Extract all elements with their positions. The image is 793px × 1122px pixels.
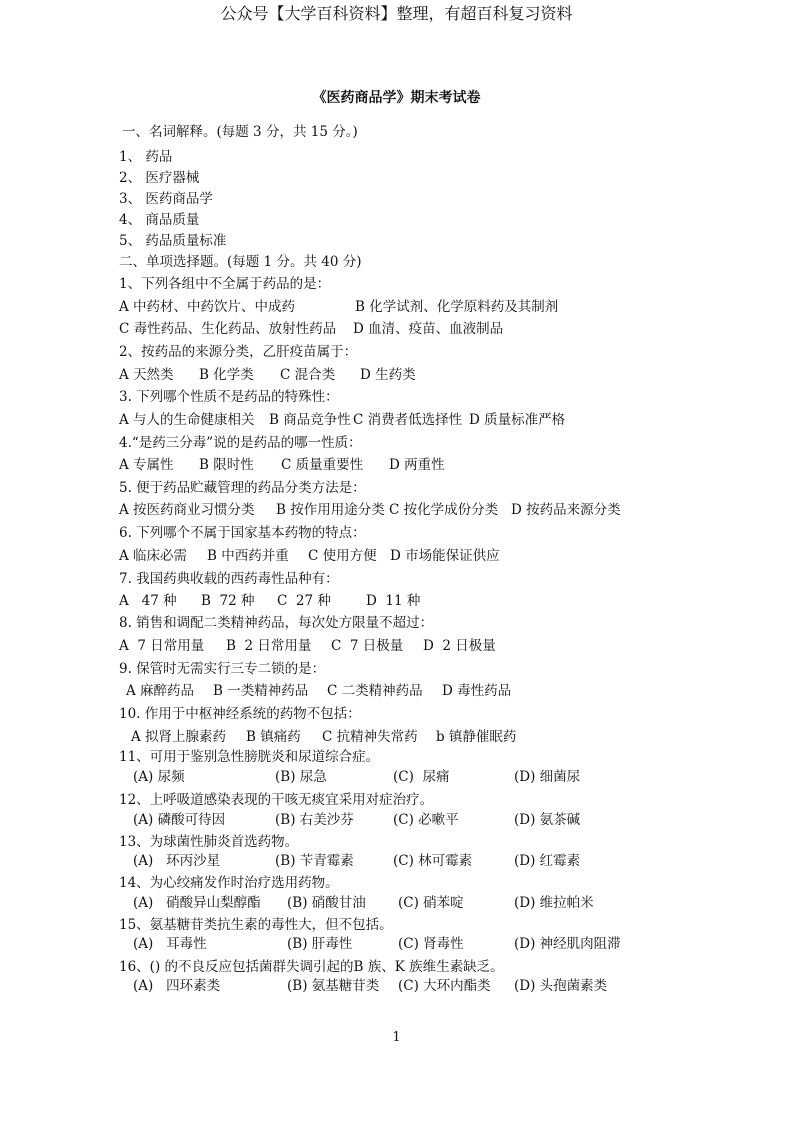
option-c: C 按化学成份分类 xyxy=(389,502,499,518)
question-text: 14、为心绞痛发作时治疗选用药物。 xyxy=(119,875,339,891)
option-c: (C) 硝苯啶 xyxy=(398,895,464,911)
question xyxy=(0,748,793,766)
option-b: (B) 肝毒性 xyxy=(287,936,353,952)
question-text: 15、氨基糖苷类抗生素的毒性大，但不包括。 xyxy=(119,917,393,933)
option-b: B 商品竞争性 xyxy=(269,412,351,428)
option-row xyxy=(0,320,793,338)
question-text: 16、() 的不良反应包括菌群失调引起的B 族、K 族维生素缺乏。 xyxy=(119,959,504,975)
option-c: C 使用方便 xyxy=(308,548,377,564)
option-b: B 2 日常用量 xyxy=(226,638,312,654)
question-text: 4.“是药三分毒”说的是药品的哪一性质： xyxy=(119,435,362,451)
option-d: (D) 维拉帕米 xyxy=(514,895,594,911)
question xyxy=(0,388,793,406)
option-d: D 市场能保证供应 xyxy=(390,548,500,564)
term-item xyxy=(0,190,793,208)
option-row xyxy=(0,728,793,746)
option-d: D 按药品来源分类 xyxy=(511,502,621,518)
option-c: C 消费者低选择性 xyxy=(353,412,463,428)
term-text: 5、 药品质量标准 xyxy=(119,233,227,249)
option-row xyxy=(0,852,793,870)
question-text: 12、上呼吸道感染表现的干咳无痰宜采用对症治疗。 xyxy=(119,792,434,808)
option-d: D 生药类 xyxy=(360,367,416,383)
question xyxy=(0,343,793,361)
term-text: 1、 药品 xyxy=(119,149,173,165)
term-item xyxy=(0,232,793,250)
section1-heading xyxy=(0,123,793,141)
option-c: C 质量重要性 xyxy=(281,457,364,473)
option-a: A 麻醉药品 xyxy=(126,683,195,699)
option-a: (A) 磷酸可待因 xyxy=(133,812,226,828)
option-d: (D) 红霉素 xyxy=(514,853,581,869)
option-b: (B) 氨基糖苷类 xyxy=(287,978,380,994)
option-row xyxy=(0,298,793,316)
option-row xyxy=(0,768,793,786)
option-d: (D) 氨茶碱 xyxy=(514,812,581,828)
option-a: A 与人的生命健康相关 xyxy=(119,412,255,428)
option-b: B 中西药并重 xyxy=(207,548,289,564)
option-d: D 血清、疫苗、血液制品 xyxy=(353,321,504,337)
option-c: (C) 尿痛 xyxy=(393,769,450,785)
option-b: B 化学试剂、化学原料药及其制剂 xyxy=(355,299,559,315)
option-row xyxy=(0,592,793,610)
option-a: A 47 种 xyxy=(119,593,177,609)
option-d: D 两重性 xyxy=(389,457,445,473)
option-c: C 27 种 xyxy=(277,593,331,609)
option-row xyxy=(0,935,793,953)
option-c: C 毒性药品、生化药品、放射性药品 xyxy=(119,321,337,337)
term-item xyxy=(0,148,793,166)
question-text: 8. 销售和调配二类精神药品，每次处方限量不超过： xyxy=(119,615,434,631)
option-b: B 一类精神药品 xyxy=(213,683,309,699)
option-a: (A) 环丙沙星 xyxy=(133,853,221,869)
option-row xyxy=(0,366,793,384)
option-b: (B) 右美沙芬 xyxy=(275,812,354,828)
option-b: (B) 硝酸甘油 xyxy=(287,895,366,911)
heading-text: 二、单项选择题。(每题 1 分。共 40 分) xyxy=(119,254,362,270)
option-b: B 限时性 xyxy=(199,457,254,473)
question-text: 9. 保管时无需实行三专二锁的是： xyxy=(119,661,326,677)
option-b: B 镇痛药 xyxy=(246,729,301,745)
question xyxy=(0,479,793,497)
option-row xyxy=(0,637,793,655)
term-text: 2、 医疗器械 xyxy=(119,170,200,186)
option-d: D 质量标准严格 xyxy=(469,412,566,428)
option-d: D 2 日极量 xyxy=(423,638,496,654)
option-row xyxy=(0,977,793,995)
section2-heading xyxy=(0,253,793,271)
option-a: A 中药材、中药饮片、中成药 xyxy=(119,299,296,315)
option-a: (A) 硝酸异山梨醇酯 xyxy=(133,895,261,911)
option-a: (A) 四环素类 xyxy=(133,978,221,994)
option-c: (C) 必嗽平 xyxy=(393,812,459,828)
option-c: C 7 日极量 xyxy=(331,638,404,654)
term-text: 3、 医药商品学 xyxy=(119,191,213,207)
option-c: (C) 大环内酯类 xyxy=(398,978,491,994)
option-c: (C) 林可霉素 xyxy=(393,853,473,869)
question xyxy=(0,434,793,452)
question xyxy=(0,916,793,934)
option-d: (D) 头孢菌素类 xyxy=(514,978,608,994)
option-b: B 72 种 xyxy=(201,593,255,609)
question-text: 11、可用于鉴别急性膀胱炎和尿道综合症。 xyxy=(119,749,380,765)
question-text: 2、按药品的来源分类，乙肝疫苗属于： xyxy=(119,344,358,360)
option-row xyxy=(0,547,793,565)
option-a: (A) 耳毒性 xyxy=(133,936,207,952)
heading-text: 一、名词解释。(每题 3 分，共 15 分。) xyxy=(122,124,358,140)
option-row xyxy=(0,501,793,519)
question xyxy=(0,570,793,588)
option-row xyxy=(0,811,793,829)
question xyxy=(0,833,793,851)
question xyxy=(0,660,793,678)
option-row xyxy=(0,411,793,429)
option-c: C 抗精神失常药 xyxy=(322,729,418,745)
option-d: (D) 神经肌肉阻滞 xyxy=(514,936,621,952)
option-d: D 毒性药品 xyxy=(442,683,512,699)
option-a: A 7 日常用量 xyxy=(119,638,205,654)
question-text: 10. 作用于中枢神经系统的药物不包括： xyxy=(119,706,361,722)
question xyxy=(0,791,793,809)
option-d: b 镇静催眠药 xyxy=(436,729,517,745)
term-item xyxy=(0,169,793,187)
header-note: 公众号【大学百科资料】整理，有超百科复习资料 xyxy=(220,4,573,23)
option-a: A 拟肾上腺素药 xyxy=(131,729,227,745)
question-text: 7. 我国药典收载的西药毒性品种有： xyxy=(119,571,339,587)
question-text: 3. 下列哪个性质不是药品的特殊性： xyxy=(119,389,339,405)
question-text: 13、为球菌性肺炎首选药物。 xyxy=(119,834,299,850)
option-a: A 专属性 xyxy=(119,457,174,473)
question xyxy=(0,705,793,723)
question-text: 6. 下列哪个不属于国家基本药物的特点： xyxy=(119,525,366,541)
question-text: 5. 便于药品贮藏管理的药品分类方法是： xyxy=(119,480,366,496)
option-c: (C) 肾毒性 xyxy=(398,936,464,952)
option-b: B 化学类 xyxy=(199,367,254,383)
option-a: A 按医药商业习惯分类 xyxy=(119,502,255,518)
option-c: C 二类精神药品 xyxy=(327,683,423,699)
question xyxy=(0,958,793,976)
option-a: (A) 尿频 xyxy=(133,769,185,785)
question xyxy=(0,524,793,542)
option-row xyxy=(0,456,793,474)
page-number: 1 xyxy=(392,1030,401,1045)
option-b: B 按作用用途分类 xyxy=(276,502,385,518)
question xyxy=(0,275,793,293)
question-text: 1、下列各组中不全属于药品的是： xyxy=(119,276,331,292)
option-d: D 11 种 xyxy=(366,593,421,609)
option-a: A 天然类 xyxy=(119,367,174,383)
option-row xyxy=(0,682,793,700)
term-item xyxy=(0,211,793,229)
option-row xyxy=(0,894,793,912)
page-title: 《医药商品学》期末考试卷 xyxy=(312,90,481,106)
question xyxy=(0,874,793,892)
option-d: (D) 细菌尿 xyxy=(514,769,581,785)
question xyxy=(0,614,793,632)
term-text: 4、 商品质量 xyxy=(119,212,200,228)
option-c: C 混合类 xyxy=(280,367,336,383)
option-b: (B) 尿急 xyxy=(275,769,327,785)
option-a: A 临床必需 xyxy=(119,548,188,564)
option-b: (B) 苄青霉素 xyxy=(275,853,354,869)
